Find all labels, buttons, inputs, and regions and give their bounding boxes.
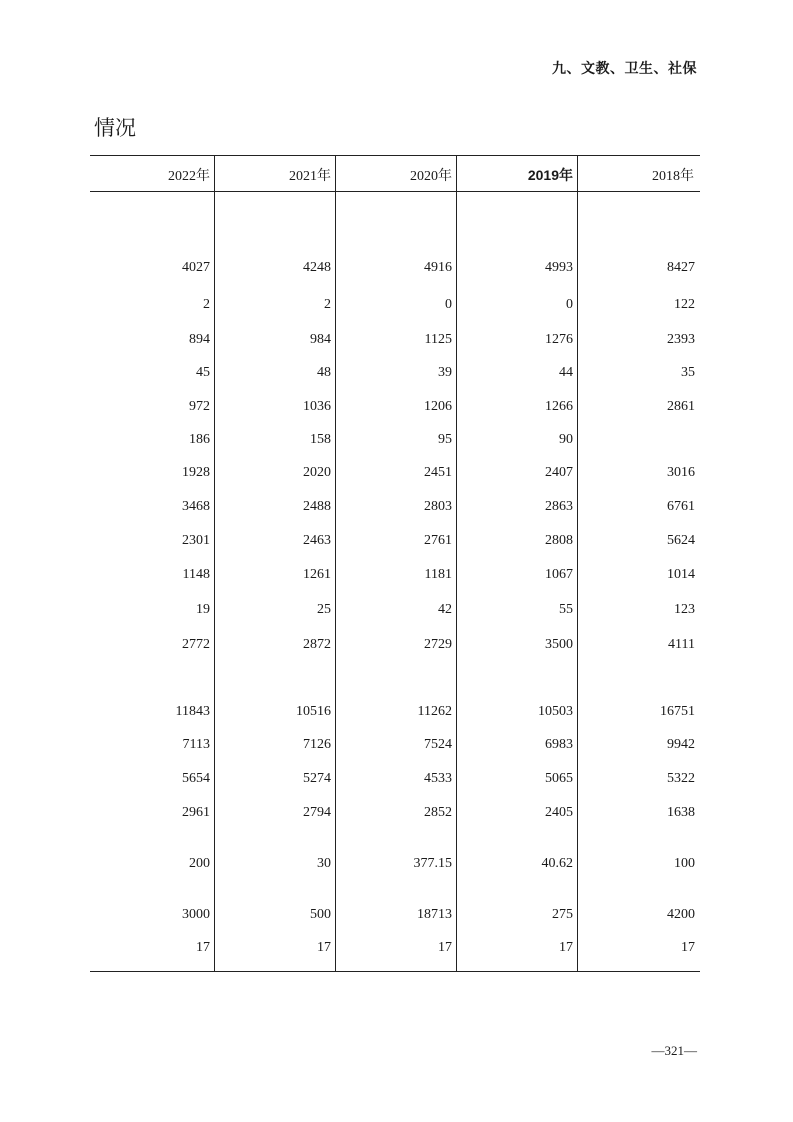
table-cell: 984 <box>310 332 331 347</box>
table-cell: 25 <box>317 602 331 617</box>
table-cell: 10503 <box>538 704 573 719</box>
table-cell: 11262 <box>417 704 452 719</box>
column-header-2022: 2022年 <box>168 169 210 184</box>
table-cell: 2020 <box>303 465 331 480</box>
table-cell: 5274 <box>303 771 331 786</box>
table-cell: 1266 <box>545 399 573 414</box>
table-cell: 894 <box>189 332 210 347</box>
table-bottom-rule <box>90 971 700 972</box>
column-divider <box>577 155 578 972</box>
table-cell: 5322 <box>667 771 695 786</box>
table-cell: 3000 <box>182 907 210 922</box>
table-cell: 2761 <box>424 533 452 548</box>
table-cell: 2407 <box>545 465 573 480</box>
table-cell: 3468 <box>182 499 210 514</box>
table-cell: 17 <box>681 940 695 955</box>
table-cell: 4248 <box>303 260 331 275</box>
table-cell: 1036 <box>303 399 331 414</box>
table-cell: 1148 <box>182 567 210 582</box>
table-cell: 1014 <box>667 567 695 582</box>
page-header-title: 九、文教、卫生、社保 <box>552 61 697 77</box>
table-cell: 5624 <box>667 533 695 548</box>
table-cell: 17 <box>196 940 210 955</box>
column-header-2020: 2020年 <box>410 169 452 184</box>
table-cell: 2301 <box>182 533 210 548</box>
table-cell: 1181 <box>424 567 452 582</box>
column-header-2019: 2019年 <box>527 167 573 183</box>
table-cell: 40.62 <box>541 856 573 871</box>
table-cell: 2794 <box>303 805 331 820</box>
table-cell: 972 <box>189 399 210 414</box>
table-cell: 2463 <box>303 533 331 548</box>
table-cell: 95 <box>438 432 452 447</box>
table-cell: 275 <box>552 907 573 922</box>
table-cell: 18713 <box>417 907 452 922</box>
section-title: 情况 <box>94 116 136 140</box>
table-cell: 2852 <box>424 805 452 820</box>
table-cell: 2872 <box>303 637 331 652</box>
table-cell: 122 <box>674 297 695 312</box>
table-cell: 1638 <box>667 805 695 820</box>
table-cell: 2393 <box>667 332 695 347</box>
table-cell: 377.15 <box>413 856 452 871</box>
table-cell: 7126 <box>303 737 331 752</box>
page-number: —321— <box>651 1043 697 1058</box>
table-cell: 6761 <box>667 499 695 514</box>
table-top-rule <box>90 155 700 156</box>
table-cell: 123 <box>674 602 695 617</box>
table-cell: 30 <box>317 856 331 871</box>
table-cell: 2451 <box>424 465 452 480</box>
table-cell: 9942 <box>667 737 695 752</box>
table-cell: 1067 <box>545 567 573 582</box>
table-cell: 11843 <box>175 704 210 719</box>
table-cell: 8427 <box>667 260 695 275</box>
table-cell: 16751 <box>660 704 695 719</box>
column-divider <box>335 155 336 972</box>
table-cell: 1276 <box>545 332 573 347</box>
table-cell: 2488 <box>303 499 331 514</box>
table-cell: 19 <box>196 602 210 617</box>
table-cell: 2808 <box>545 533 573 548</box>
table-cell: 17 <box>317 940 331 955</box>
table-cell: 55 <box>559 602 573 617</box>
table-cell: 5654 <box>182 771 210 786</box>
table-cell: 200 <box>189 856 210 871</box>
table-cell: 48 <box>317 365 331 380</box>
table-cell: 7524 <box>424 737 452 752</box>
table-cell: 17 <box>559 940 573 955</box>
table-cell: 39 <box>438 365 452 380</box>
table-cell: 4993 <box>545 260 573 275</box>
table-cell: 5065 <box>545 771 573 786</box>
column-header-2021: 2021年 <box>289 169 331 184</box>
table-cell: 17 <box>438 940 452 955</box>
table-cell: 1928 <box>182 465 210 480</box>
table-cell: 4916 <box>424 260 452 275</box>
table-cell: 2772 <box>182 637 210 652</box>
column-header-2018: 2018年 <box>652 169 694 184</box>
table-cell: 1206 <box>424 399 452 414</box>
table-cell: 35 <box>681 365 695 380</box>
table-cell: 6983 <box>545 737 573 752</box>
table-cell: 2863 <box>545 499 573 514</box>
table-cell: 44 <box>559 365 573 380</box>
table-cell: 3016 <box>667 465 695 480</box>
table-cell: 4111 <box>668 637 695 652</box>
table-cell: 2961 <box>182 805 210 820</box>
table-cell: 2803 <box>424 499 452 514</box>
table-cell: 42 <box>438 602 452 617</box>
table-cell: 2405 <box>545 805 573 820</box>
table-cell: 90 <box>559 432 573 447</box>
table-cell: 0 <box>445 297 452 312</box>
table-cell: 2729 <box>424 637 452 652</box>
table-cell: 1261 <box>303 567 331 582</box>
table-cell: 100 <box>674 856 695 871</box>
table-cell: 45 <box>196 365 210 380</box>
table-cell: 186 <box>189 432 210 447</box>
column-divider <box>456 155 457 972</box>
table-cell: 4200 <box>667 907 695 922</box>
table-cell: 500 <box>310 907 331 922</box>
table-cell: 2 <box>203 297 210 312</box>
table-cell: 4027 <box>182 260 210 275</box>
statistics-table <box>90 155 700 972</box>
table-cell: 10516 <box>296 704 331 719</box>
table-cell: 4533 <box>424 771 452 786</box>
table-cell: 7113 <box>182 737 210 752</box>
table-cell: 2861 <box>667 399 695 414</box>
column-divider <box>214 155 215 972</box>
table-cell: 0 <box>566 297 573 312</box>
table-cell: 1125 <box>424 332 452 347</box>
table-header-rule <box>90 191 700 192</box>
table-cell: 158 <box>310 432 331 447</box>
table-cell: 2 <box>324 297 331 312</box>
table-cell: 3500 <box>545 637 573 652</box>
